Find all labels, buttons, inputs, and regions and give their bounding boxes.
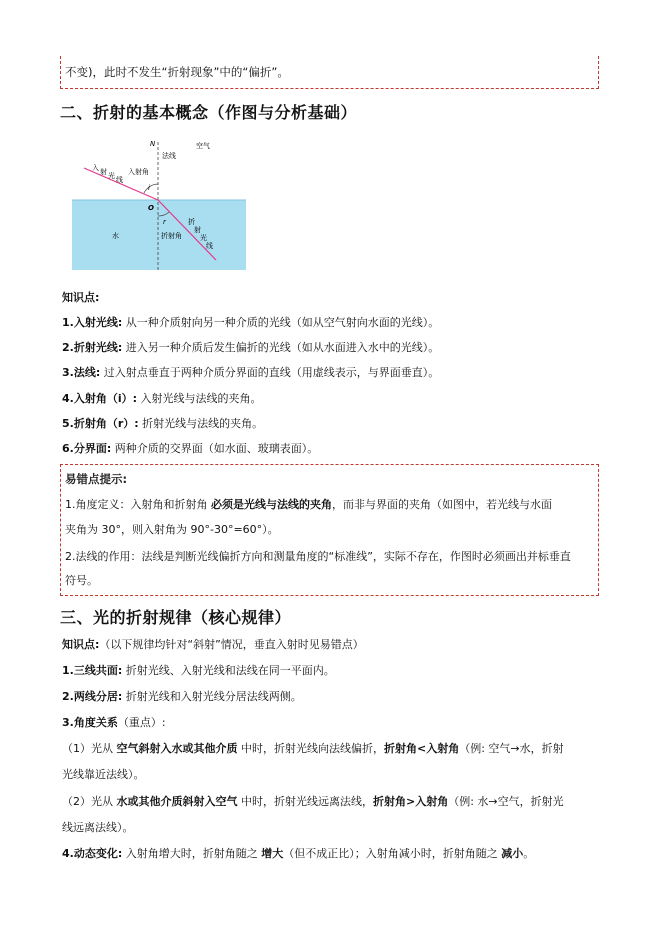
incident-angle-arc bbox=[144, 184, 158, 193]
rule-key: 1.三线共面: bbox=[62, 664, 123, 677]
rule-text: 入射角增大时，折射角随之 bbox=[122, 847, 262, 860]
label-n: N bbox=[150, 140, 156, 148]
rule-1 bbox=[62, 663, 335, 679]
label-normal: 法线 bbox=[162, 152, 176, 160]
label-refraction-angle: 折射角 bbox=[161, 232, 182, 240]
label-o: O bbox=[148, 204, 154, 212]
rule-text: （重点）: bbox=[117, 716, 166, 729]
rule-3b-line-2: 线远离法线）。 bbox=[62, 821, 134, 834]
error-emphasis: 必须是光线与法线的夹角 bbox=[211, 498, 332, 511]
concept-text: 折射光线与法线的夹角。 bbox=[138, 417, 264, 430]
knowledge-title-3 bbox=[62, 637, 364, 653]
concept-key: 4.入射角（i）: bbox=[62, 392, 138, 405]
rule-text: （1）光从 bbox=[62, 742, 117, 755]
rule-3b-line-1 bbox=[62, 794, 564, 810]
concept-key: 2.折射光线: bbox=[62, 341, 123, 354]
label-i: i bbox=[148, 184, 150, 192]
continued-note-text: 不变)，此时不发生“折射现象”中的“偏折”。 bbox=[65, 65, 289, 79]
error-text: 1.角度定义：入射角和折射角 bbox=[65, 498, 211, 511]
error-tips-box bbox=[60, 464, 599, 596]
label-incident-ray-3: 光 bbox=[108, 172, 115, 180]
rule-3 bbox=[62, 715, 166, 731]
concept-item-5 bbox=[62, 416, 263, 432]
rule-text: （例: 空气→水，折射 bbox=[459, 742, 564, 755]
error-text: ，而非与界面的夹角（如图中，若光线与水面 bbox=[332, 498, 552, 511]
label-incident-ray-4: 线 bbox=[116, 176, 123, 184]
error-tips-title: 易错点提示: bbox=[65, 472, 128, 486]
concept-item-4 bbox=[62, 391, 262, 407]
concept-text: 从一种介质射向另一种介质的光线（如从空气射向水面的光线）。 bbox=[122, 316, 440, 329]
label-refract-ray-1: 折 bbox=[188, 218, 195, 226]
concept-key: 5.折射角（r）: bbox=[62, 417, 139, 430]
rule-emphasis: 增大 bbox=[261, 847, 284, 860]
rule-text: （例: 水→空气，折射光 bbox=[448, 795, 564, 808]
rule-emphasis: 折射角>入射角 bbox=[373, 795, 449, 808]
rule-key: 4.动态变化: bbox=[62, 847, 123, 860]
rule-text: 。 bbox=[523, 847, 535, 860]
rule-text: （但不成正比）；入射角减小时，折射角随之 bbox=[283, 847, 502, 860]
concept-text: 过入射点垂直于两种介质分界面的直线（用虚线表示，与界面垂直）。 bbox=[100, 366, 440, 379]
rule-3a-line-2: 光线靠近法线）。 bbox=[62, 768, 145, 781]
knowledge-label: 知识点: bbox=[62, 638, 100, 651]
knowledge-title-2: 知识点: bbox=[62, 291, 100, 304]
rule-3a-line-1 bbox=[62, 741, 564, 757]
rule-emphasis: 水或其他介质斜射入空气 bbox=[116, 795, 238, 808]
concept-item-6 bbox=[62, 441, 318, 457]
label-air: 空气 bbox=[196, 142, 210, 150]
concept-text: 入射光线与法线的夹角。 bbox=[137, 392, 262, 405]
knowledge-note: （以下规律均针对“斜射”情况，垂直入射时见易错点） bbox=[99, 638, 364, 651]
error-tip-1-line-1 bbox=[65, 497, 552, 513]
concept-item-1 bbox=[62, 315, 439, 331]
rule-text: 折射光线、入射光线和法线在同一平面内。 bbox=[122, 664, 335, 677]
label-refract-ray-2: 射 bbox=[194, 226, 201, 234]
concept-text: 两种介质的交界面（如水面、玻璃表面）。 bbox=[111, 442, 319, 455]
rule-text: 中时，折射光线远离法线， bbox=[237, 795, 373, 808]
continued-note-box bbox=[60, 56, 599, 89]
label-incident-ray-1: 入 bbox=[92, 164, 99, 172]
error-tip-2-line-1: 2.法线的作用：法线是判断光线偏折方向和测量角度的“标准线”，实际不存在，作图时必须画出并标垂直 bbox=[65, 550, 571, 563]
error-tip-1-line-2: 夹角为 30°，则入射角为 90°-30°=60°）。 bbox=[65, 523, 279, 536]
label-incident-ray-2: 射 bbox=[100, 168, 107, 176]
rule-text: 中时，折射光线向法线偏折， bbox=[237, 742, 384, 755]
section-3-title: 三、光的折射规律（核心规律） bbox=[60, 608, 292, 627]
concept-key: 1.入射光线: bbox=[62, 316, 123, 329]
water-region bbox=[72, 200, 246, 270]
rule-key: 2.两线分居: bbox=[62, 690, 123, 703]
concept-key: 3.法线: bbox=[62, 366, 101, 379]
refraction-diagram bbox=[70, 134, 250, 274]
concept-item-2 bbox=[62, 340, 439, 356]
rule-text: 折射光线和入射光线分居法线两侧。 bbox=[122, 690, 302, 703]
label-refract-ray-3: 光 bbox=[200, 234, 207, 242]
rule-emphasis: 减小 bbox=[501, 847, 524, 860]
error-tip-2-line-2: 符号。 bbox=[65, 574, 98, 587]
rule-key: 3.角度关系 bbox=[62, 716, 118, 729]
concept-item-3 bbox=[62, 365, 439, 381]
concept-text: 进入另一种介质后发生偏折的光线（如从水面进入水中的光线）。 bbox=[122, 341, 440, 354]
rule-2 bbox=[62, 689, 302, 705]
rule-text: （2）光从 bbox=[62, 795, 117, 808]
label-incident-angle: 入射角 bbox=[128, 168, 149, 176]
label-r: r bbox=[163, 218, 166, 226]
label-water: 水 bbox=[112, 232, 119, 240]
rule-emphasis: 折射角<入射角 bbox=[384, 742, 460, 755]
label-refract-ray-4: 线 bbox=[206, 242, 213, 250]
rule-emphasis: 空气斜射入水或其他介质 bbox=[116, 742, 238, 755]
concept-key: 6.分界面: bbox=[62, 442, 112, 455]
rule-4 bbox=[62, 846, 534, 862]
section-2-title: 二、折射的基本概念（作图与分析基础） bbox=[60, 103, 358, 122]
